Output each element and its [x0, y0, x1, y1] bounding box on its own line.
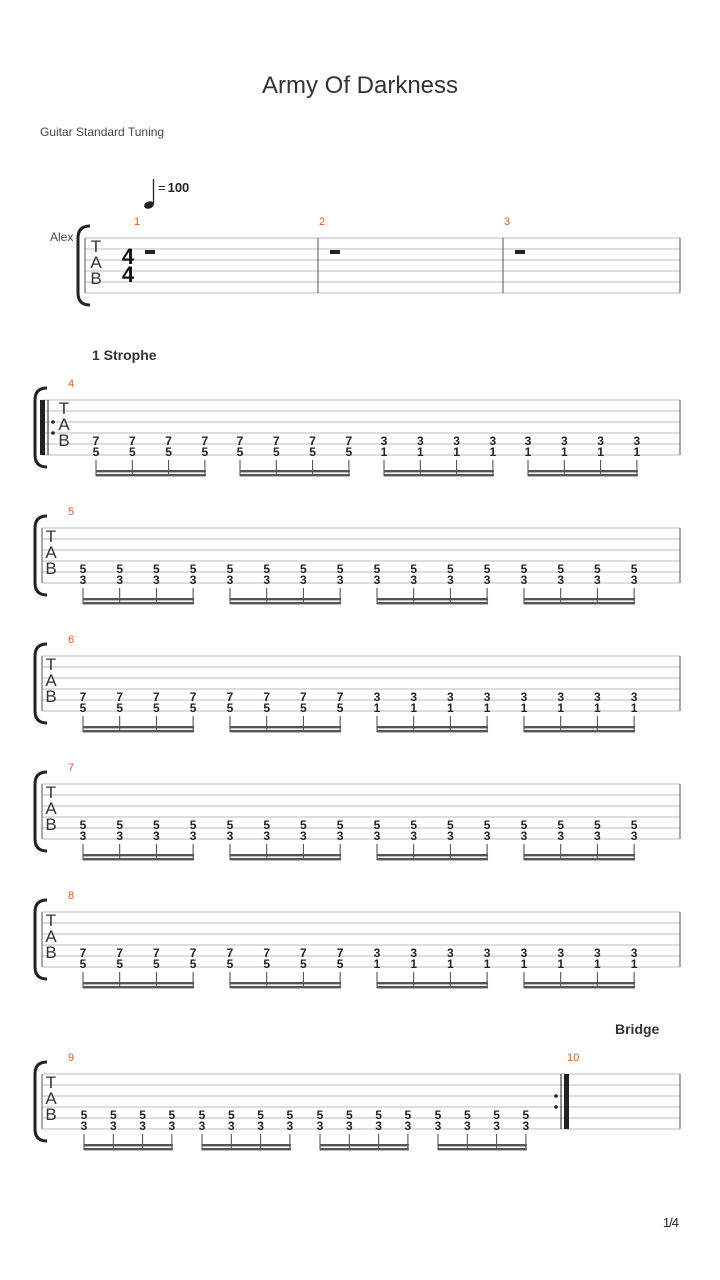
fret-number: 1 — [557, 701, 565, 715]
fret-number: 7 — [79, 946, 87, 960]
fret-number: 3 — [373, 946, 381, 960]
fret-number: 3 — [79, 829, 87, 843]
fret-number: 5 — [236, 445, 244, 459]
fret-number: 5 — [594, 818, 601, 832]
fret-number: 3 — [447, 573, 454, 587]
beam — [384, 474, 494, 476]
fret-number: 3 — [373, 573, 381, 587]
fret-number: 5 — [227, 1108, 235, 1122]
fret-number: 3 — [189, 573, 197, 587]
fret-number: 3 — [483, 946, 491, 960]
fret-number: 5 — [153, 957, 160, 971]
fret-number: 5 — [226, 957, 234, 971]
fret-number: 7 — [345, 434, 353, 448]
fret-number: 5 — [263, 562, 271, 576]
fret-number: 5 — [165, 445, 172, 459]
fret-number: 3 — [463, 1119, 471, 1133]
beam — [230, 730, 341, 732]
fret-number: 5 — [345, 445, 353, 459]
fret-number: 5 — [79, 701, 87, 715]
beam — [524, 730, 635, 732]
tab-clef-letter: A — [58, 415, 70, 434]
tab-system — [78, 216, 680, 305]
fret-number: 7 — [226, 690, 234, 704]
fret-number: 5 — [286, 1108, 294, 1122]
beam — [524, 598, 635, 600]
fret-number: 3 — [447, 690, 454, 704]
fret-number: 3 — [410, 690, 418, 704]
fret-number: 5 — [189, 957, 197, 971]
section-label-strophe: 1 Strophe — [92, 347, 157, 363]
tab-clef-letter: T — [45, 527, 57, 546]
beam — [377, 858, 488, 860]
beam — [96, 474, 206, 476]
fret-number: 7 — [336, 946, 344, 960]
fret-number: 3 — [520, 829, 528, 843]
beam — [524, 602, 635, 604]
section-label-bridge: Bridge — [615, 1021, 660, 1037]
fret-number: 5 — [189, 562, 197, 576]
fret-number: 5 — [263, 957, 271, 971]
bar-number: 7 — [68, 762, 75, 774]
repeat-dot — [51, 420, 55, 424]
fret-number: 3 — [447, 829, 454, 843]
fret-number: 1 — [597, 445, 604, 459]
fret-number: 7 — [336, 690, 344, 704]
fret-number: 5 — [300, 701, 307, 715]
fret-number: 1 — [520, 957, 528, 971]
fret-number: 5 — [153, 701, 160, 715]
fret-number: 3 — [594, 690, 601, 704]
beam — [528, 470, 638, 472]
fret-number: 5 — [483, 562, 491, 576]
fret-number: 3 — [336, 829, 344, 843]
bar-number: 10 — [567, 1052, 580, 1064]
fret-number: 3 — [630, 829, 638, 843]
fret-number: 5 — [447, 818, 454, 832]
fret-number: 3 — [153, 573, 160, 587]
fret-number: 5 — [198, 1108, 206, 1122]
fret-number: 3 — [630, 690, 638, 704]
beam — [320, 1144, 409, 1146]
tab-clef-letter: B — [45, 1105, 57, 1124]
fret-number: 7 — [189, 946, 197, 960]
fret-number: 5 — [316, 1108, 324, 1122]
beam — [377, 602, 488, 604]
fret-number: 3 — [116, 829, 124, 843]
fret-number: 3 — [557, 690, 565, 704]
beam — [230, 854, 341, 856]
fret-number: 5 — [404, 1108, 412, 1122]
fret-number: 5 — [336, 818, 344, 832]
beam — [202, 1148, 291, 1150]
fret-number: 5 — [336, 562, 344, 576]
tab-system — [35, 506, 680, 604]
fret-number: 3 — [316, 1119, 324, 1133]
fret-number: 1 — [416, 445, 424, 459]
fret-number: 5 — [493, 1108, 500, 1122]
fret-number: 5 — [79, 818, 87, 832]
fret-number: 1 — [594, 701, 601, 715]
tab-clef-letter: B — [45, 815, 57, 834]
beam — [230, 598, 341, 600]
repeat-dot — [51, 431, 55, 435]
fret-number: 5 — [201, 445, 209, 459]
fret-number: 7 — [263, 690, 271, 704]
fret-number: 5 — [79, 957, 87, 971]
fret-number: 3 — [453, 434, 460, 448]
tab-clef-letter: T — [45, 1073, 57, 1092]
fret-number: 3 — [557, 829, 565, 843]
fret-number: 7 — [189, 690, 197, 704]
fret-number: 3 — [227, 1119, 235, 1133]
beam — [524, 982, 635, 984]
fret-number: 5 — [483, 818, 491, 832]
fret-number: 7 — [128, 434, 136, 448]
fret-number: 1 — [489, 445, 497, 459]
fret-number: 5 — [116, 818, 124, 832]
fret-number: 5 — [520, 818, 528, 832]
fret-number: 3 — [410, 946, 418, 960]
tab-system — [35, 378, 680, 476]
bar-number: 8 — [68, 890, 75, 902]
fret-number: 5 — [128, 445, 136, 459]
fret-number: 3 — [380, 434, 388, 448]
beam — [438, 1148, 527, 1150]
tab-clef-letter: B — [45, 687, 57, 706]
fret-number: 5 — [109, 1108, 117, 1122]
beam — [524, 726, 635, 728]
beam — [524, 854, 635, 856]
fret-number: 5 — [373, 562, 381, 576]
fret-number: 5 — [300, 562, 307, 576]
tab-clef-letter: B — [45, 559, 57, 578]
fret-number: 5 — [336, 957, 344, 971]
fret-number: 3 — [597, 434, 604, 448]
fret-number: 3 — [520, 690, 528, 704]
bar-number: 6 — [68, 634, 75, 646]
beam — [377, 730, 488, 732]
fret-number: 1 — [594, 957, 601, 971]
fret-number: 5 — [168, 1108, 176, 1122]
fret-number: 1 — [410, 701, 418, 715]
beam — [96, 470, 206, 472]
fret-number: 3 — [300, 829, 307, 843]
fret-number: 3 — [594, 829, 601, 843]
beam — [83, 854, 194, 856]
fret-number: 5 — [257, 1108, 264, 1122]
fret-number: 3 — [80, 1119, 88, 1133]
fret-number: 1 — [524, 445, 532, 459]
fret-number: 3 — [139, 1119, 146, 1133]
fret-number: 1 — [410, 957, 418, 971]
fret-number: 1 — [373, 957, 381, 971]
bar-number: 2 — [319, 216, 326, 228]
fret-number: 1 — [633, 445, 641, 459]
player-name: Alex — [50, 230, 74, 244]
fret-number: 3 — [630, 573, 638, 587]
beam — [83, 982, 194, 984]
fret-number: 1 — [560, 445, 568, 459]
tab-clef-letter: B — [90, 269, 102, 288]
tab-system — [35, 890, 680, 988]
fret-number: 3 — [109, 1119, 117, 1133]
beam — [230, 602, 341, 604]
whole-rest — [330, 250, 340, 254]
fret-number: 5 — [630, 562, 638, 576]
fret-number: 7 — [165, 434, 172, 448]
time-signature-denominator: 4 — [121, 262, 135, 287]
fret-number: 1 — [380, 445, 388, 459]
beam — [230, 726, 341, 728]
beam — [202, 1144, 291, 1146]
tab-clef-letter: A — [45, 799, 57, 818]
beam — [84, 1144, 173, 1146]
beam — [230, 986, 341, 988]
fret-number: 3 — [524, 434, 532, 448]
fret-number: 7 — [116, 946, 124, 960]
tab-clef-letter: A — [45, 1089, 57, 1108]
fret-number: 5 — [300, 818, 307, 832]
fret-number: 3 — [557, 573, 565, 587]
beam — [230, 858, 341, 860]
fret-number: 3 — [447, 946, 454, 960]
beam — [84, 1148, 173, 1150]
fret-number: 5 — [116, 957, 124, 971]
tab-clef-letter: A — [45, 543, 57, 562]
fret-number: 3 — [300, 573, 307, 587]
fret-number: 5 — [557, 562, 565, 576]
bar-number: 5 — [68, 506, 75, 518]
fret-number: 3 — [557, 946, 565, 960]
fret-number: 5 — [463, 1108, 471, 1122]
fret-number: 5 — [345, 1108, 353, 1122]
fret-number: 3 — [630, 946, 638, 960]
tab-clef-letter: A — [45, 671, 57, 690]
fret-number: 5 — [410, 562, 418, 576]
fret-number: 7 — [309, 434, 316, 448]
beam — [524, 858, 635, 860]
fret-number: 5 — [375, 1108, 382, 1122]
tab-clef-letter: T — [90, 237, 102, 256]
beam — [384, 470, 494, 472]
fret-number: 3 — [336, 573, 344, 587]
fret-number: 7 — [300, 690, 307, 704]
bar-number: 4 — [68, 378, 75, 390]
fret-number: 3 — [483, 829, 491, 843]
beam — [320, 1148, 409, 1150]
fret-number: 1 — [520, 701, 528, 715]
tuning-label: Guitar Standard Tuning — [40, 125, 165, 139]
bar-number: 9 — [68, 1052, 75, 1064]
fret-number: 5 — [79, 562, 87, 576]
fret-number: 7 — [201, 434, 209, 448]
tab-clef-letter: T — [45, 911, 57, 930]
fret-number: 3 — [257, 1119, 264, 1133]
fret-number: 1 — [453, 445, 460, 459]
beam — [230, 982, 341, 984]
tab-clef-letter: B — [58, 431, 70, 450]
tempo-equals: = — [158, 180, 166, 195]
page-number: 1/4 — [662, 1215, 678, 1230]
fret-number: 5 — [80, 1108, 88, 1122]
fret-number: 5 — [594, 562, 601, 576]
fret-number: 5 — [153, 818, 160, 832]
fret-number: 5 — [447, 562, 454, 576]
fret-number: 3 — [416, 434, 424, 448]
beam — [83, 986, 194, 988]
beam — [438, 1144, 527, 1146]
fret-number: 5 — [189, 701, 197, 715]
beam — [377, 854, 488, 856]
fret-number: 3 — [633, 434, 641, 448]
fret-number: 1 — [630, 957, 638, 971]
tab-system — [35, 1052, 680, 1150]
whole-rest — [145, 250, 155, 254]
beam — [83, 858, 194, 860]
beam — [83, 726, 194, 728]
fret-number: 1 — [483, 701, 491, 715]
fret-number: 5 — [139, 1108, 146, 1122]
fret-number: 5 — [189, 818, 197, 832]
fret-number: 5 — [153, 562, 160, 576]
fret-number: 7 — [236, 434, 244, 448]
beam — [377, 598, 488, 600]
fret-number: 5 — [92, 445, 100, 459]
fret-number: 1 — [447, 957, 454, 971]
fret-number: 5 — [373, 818, 381, 832]
fret-number: 3 — [520, 573, 528, 587]
fret-number: 3 — [560, 434, 568, 448]
tab-clef-letter: T — [45, 655, 57, 674]
tab-clef-letter: A — [45, 927, 57, 946]
fret-number: 3 — [410, 829, 418, 843]
fret-number: 3 — [345, 1119, 353, 1133]
beam — [377, 726, 488, 728]
bar-number: 1 — [134, 216, 141, 228]
fret-number: 3 — [434, 1119, 442, 1133]
fret-number: 1 — [630, 701, 638, 715]
fret-number: 3 — [375, 1119, 382, 1133]
fret-number: 5 — [309, 445, 316, 459]
fret-number: 1 — [373, 701, 381, 715]
repeat-start-thick-bar — [40, 400, 45, 455]
fret-number: 5 — [263, 818, 271, 832]
fret-number: 5 — [557, 818, 565, 832]
fret-number: 1 — [447, 701, 454, 715]
tab-system — [35, 762, 680, 860]
beam — [83, 730, 194, 732]
fret-number: 3 — [198, 1119, 206, 1133]
bar-number: 3 — [504, 216, 511, 228]
fret-number: 1 — [483, 957, 491, 971]
fret-number: 5 — [226, 562, 234, 576]
fret-number: 3 — [373, 690, 381, 704]
beam — [377, 982, 488, 984]
tab-clef-letter: A — [90, 253, 102, 272]
fret-number: 3 — [404, 1119, 412, 1133]
beam — [524, 986, 635, 988]
fret-number: 5 — [116, 562, 124, 576]
fret-number: 3 — [410, 573, 418, 587]
tempo-bpm: 100 — [167, 180, 190, 195]
fret-number: 7 — [263, 946, 271, 960]
fret-number: 3 — [116, 573, 124, 587]
song-title: Army Of Darkness — [261, 72, 459, 99]
fret-number: 7 — [272, 434, 280, 448]
fret-number: 3 — [373, 829, 381, 843]
tab-clef-letter: T — [45, 783, 57, 802]
fret-number: 5 — [520, 562, 528, 576]
fret-number: 7 — [116, 690, 124, 704]
fret-number: 3 — [263, 573, 271, 587]
fret-number: 3 — [483, 573, 491, 587]
whole-rest — [515, 250, 525, 254]
fret-number: 3 — [226, 573, 234, 587]
fret-number: 3 — [594, 573, 601, 587]
tab-clef-letter: T — [58, 399, 70, 418]
fret-number: 5 — [434, 1108, 442, 1122]
fret-number: 5 — [630, 818, 638, 832]
fret-number: 7 — [79, 690, 87, 704]
fret-number: 3 — [168, 1119, 176, 1133]
fret-number: 3 — [79, 573, 87, 587]
fret-number: 5 — [226, 701, 234, 715]
repeat-dot — [554, 1094, 558, 1098]
fret-number: 3 — [520, 946, 528, 960]
fret-number: 3 — [286, 1119, 294, 1133]
fret-number: 5 — [336, 701, 344, 715]
beam — [83, 602, 194, 604]
fret-number: 7 — [300, 946, 307, 960]
fret-number: 7 — [92, 434, 100, 448]
fret-number: 5 — [226, 818, 234, 832]
fret-number: 7 — [153, 690, 160, 704]
fret-number: 5 — [410, 818, 418, 832]
fret-number: 3 — [483, 690, 491, 704]
fret-number: 3 — [594, 946, 601, 960]
fret-number: 3 — [153, 829, 160, 843]
beam — [528, 474, 638, 476]
fret-number: 5 — [263, 701, 271, 715]
fret-number: 7 — [153, 946, 160, 960]
fret-number: 7 — [226, 946, 234, 960]
repeat-dot — [554, 1105, 558, 1109]
fret-number: 5 — [522, 1108, 530, 1122]
fret-number: 3 — [522, 1119, 530, 1133]
beam — [83, 598, 194, 600]
tab-system — [35, 634, 680, 732]
fret-number: 5 — [272, 445, 280, 459]
beam — [240, 470, 350, 472]
fret-number: 3 — [189, 829, 197, 843]
beam — [240, 474, 350, 476]
time-signature-numerator: 4 — [121, 244, 135, 269]
beam — [377, 986, 488, 988]
fret-number: 3 — [489, 434, 497, 448]
fret-number: 3 — [226, 829, 234, 843]
tab-clef-letter: B — [45, 943, 57, 962]
repeat-end-thick-bar — [564, 1074, 569, 1129]
fret-number: 5 — [116, 701, 124, 715]
fret-number: 1 — [557, 957, 565, 971]
fret-number: 5 — [300, 957, 307, 971]
fret-number: 3 — [493, 1119, 500, 1133]
fret-number: 3 — [263, 829, 271, 843]
